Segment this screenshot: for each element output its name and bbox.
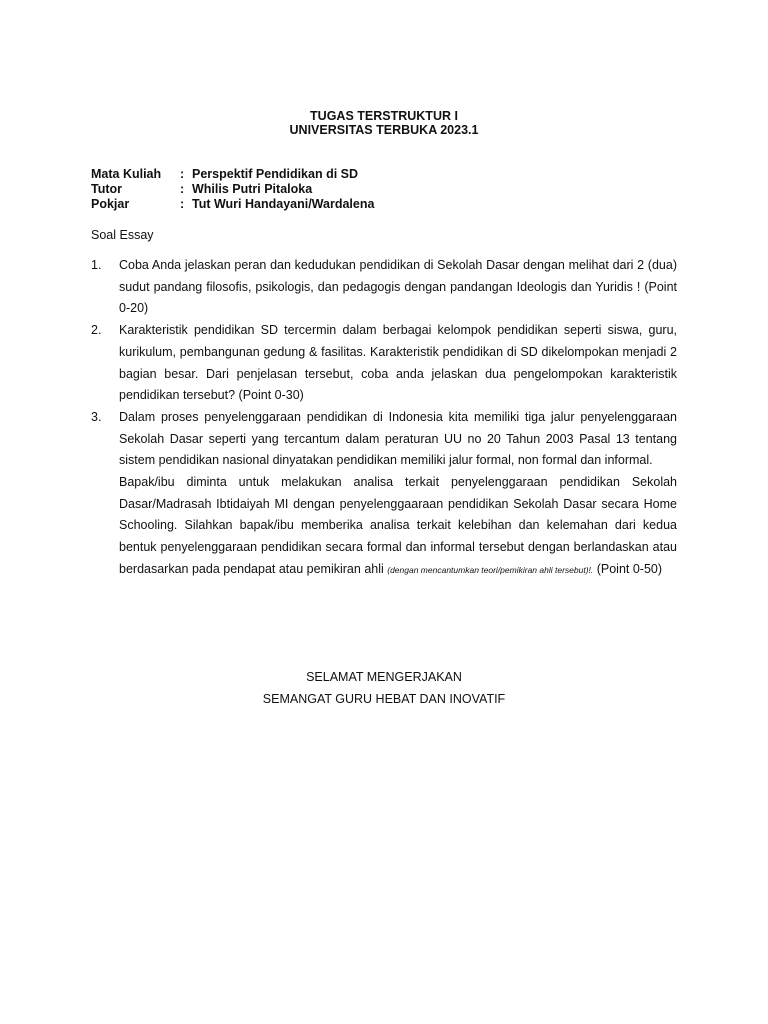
section-title: Soal Essay xyxy=(91,228,154,242)
question-paragraph: Dalam proses penyelenggaraan pendidikan di Indonesia kita memiliki tiga jalur penyelenggaraan Sekolah Dasar seperti yang tercantum dalam peraturan UU no 20 Tahun 2003 Pasal 13 tentang sistem pendidikan nasional dinyatakan pendidikan memiliki jalur formal, non formal dan informal. xyxy=(119,409,677,468)
closing-message xyxy=(0,666,768,710)
question-text xyxy=(119,407,677,582)
course-info xyxy=(91,167,374,212)
info-row-tutor xyxy=(91,182,374,197)
closing-line-2: SEMANGAT GURU HEBAT DAN INOVATIF xyxy=(262,692,506,706)
info-colon: : xyxy=(180,182,185,196)
question-item-3 xyxy=(91,407,677,582)
info-value: Tut Wuri Handayani/Wardalena xyxy=(192,197,375,211)
header-subtitle: UNIVERSITAS TERBUKA 2023.1 xyxy=(289,123,479,137)
question-paragraph-2 xyxy=(119,472,677,582)
question-number: 3. xyxy=(91,409,102,424)
question-text-part: Bapak/ibu diminta untuk melakukan analisa terkait penyelenggaraan pendidikan Sekolah Dasar/Madrasah Ibtidaiyah MI dengan penyelenggaaraan pendidikan Sekolah Dasar secara Home Schooling. Silahkan bapak/ibu memberika analisa terkait kelebihan dan kelemahan dari kedua bentuk penyelenggaraan pendidikan secara formal dan informal tersebut dengan berlandaskan atau berdasarkan pada pendapat atau pemikiran ahli xyxy=(119,475,677,576)
question-note: (dengan mencantumkan teori/pemikiran ahli tersebut)!. xyxy=(387,564,594,575)
document-header xyxy=(0,109,768,137)
question-text xyxy=(119,320,677,407)
info-value: Whilis Putri Pitaloka xyxy=(192,182,313,196)
header-title: TUGAS TERSTRUKTUR I xyxy=(310,109,458,123)
info-value: Perspektif Pendidikan di SD xyxy=(192,167,359,181)
closing-line-1: SELAMAT MENGERJAKAN xyxy=(306,670,462,684)
question-item-1 xyxy=(91,255,677,320)
question-item-2 xyxy=(91,320,677,407)
info-label: Mata Kuliah xyxy=(91,167,162,181)
info-label: Pokjar xyxy=(91,197,130,211)
question-number: 2. xyxy=(91,323,102,338)
info-label: Tutor xyxy=(91,182,123,196)
info-row-course xyxy=(91,167,374,182)
info-row-pokjar xyxy=(91,197,374,212)
info-colon: : xyxy=(180,197,185,211)
question-paragraph: Coba Anda jelaskan peran dan kedudukan pendidikan di Sekolah Dasar dengan melihat dari 2 (dua) sudut pandang filosofis, psikologis, dan pedagogis dengan pandangan Ideologis dan Yuridis ! (Point 0-20) xyxy=(119,258,677,316)
question-list xyxy=(91,255,677,582)
question-number: 1. xyxy=(91,258,102,272)
question-text xyxy=(119,255,677,320)
info-colon: : xyxy=(180,167,185,181)
question-point: (Point 0-50) xyxy=(593,561,663,576)
question-paragraph: Karakteristik pendidikan SD tercermin dalam berbagai kelompok pendidikan seperti siswa, guru, kurikulum, pembangunan gedung & fasilitas. Karakteristik pendidikan di SD dikelompokan menjadi 2 bagian besar. Dari penjelasan tersebut, coba anda jelaskan dua pengelompokan karakteristik pendidikan tersebut? (Point 0-30) xyxy=(119,323,677,403)
